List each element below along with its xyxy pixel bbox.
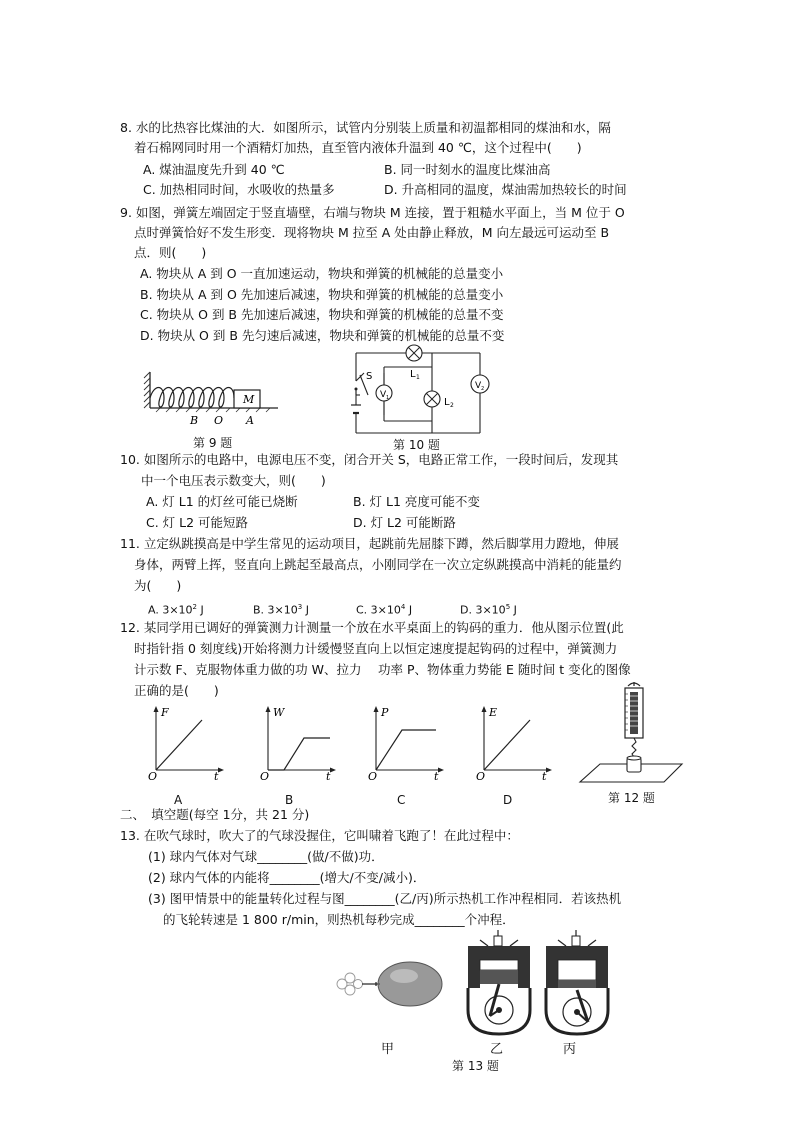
q9-option-a: A. 物块从 A 到 O 一直加速运动，物块和弹簧的机械能的总量变小	[140, 266, 504, 281]
q10-caption: 第 10 题	[393, 438, 440, 452]
q13-balloon-figure	[332, 958, 450, 1014]
q10-l2-label: L	[444, 397, 450, 408]
q12-graph-c-name: C	[397, 793, 406, 807]
q13-subq3-line2: 的飞轮转速是 1 800 r/min，则热机每秒完成________个冲程．	[163, 912, 515, 927]
q12-graph-a-ylabel: F	[161, 706, 169, 719]
q13-stem: 13. 在吹气球时，吹大了的气球没握住，它叫啸着飞跑了！在此过程中：	[120, 828, 519, 843]
q10-switch-label: S	[366, 371, 373, 382]
q8-option-a: A. 煤油温度先升到 40 ℃	[143, 162, 285, 177]
q9-stem-line2: 点时弹簧恰好不发生形变．现将物块 M 拉至 A 处由静止释放，M 向左最远可运动至 B	[134, 225, 610, 240]
q9-spring-figure	[142, 366, 282, 428]
q12-graph-d-ylabel: E	[489, 706, 498, 719]
q12-graph-c-origin: O	[368, 770, 378, 783]
q10-v1-sub: 1	[386, 395, 390, 401]
q11-option-c: C. $3\times 10^4$ J	[356, 603, 413, 617]
q10-option-a: A. 灯 L1 的灯丝可能已烧断	[146, 494, 298, 509]
q12-graph-a-xlabel: t	[214, 770, 219, 783]
q12-stem-line4: 正确的是( )	[134, 683, 219, 698]
q10-v2-sub: 2	[481, 386, 485, 392]
q8-option-d: D. 升高相同的温度，煤油需加热较长的时间	[384, 182, 627, 197]
q12-graph-b-origin: O	[260, 770, 270, 783]
q9-point-b: B	[190, 414, 199, 427]
q12-graph-c-xlabel: t	[434, 770, 439, 783]
q11-option-d: D. $3\times 10^5$ J	[460, 603, 517, 617]
q12-graph-b	[262, 704, 342, 784]
q13-label-jia: 甲	[381, 1042, 395, 1057]
q8-stem-line1: 8. 水的比热容比煤油的大．如图所示，试管内分别装上质量和初温都相同的煤油和水，隔	[120, 120, 611, 135]
q10-stem-line2: 中一个电压表示数变大，则( )	[141, 473, 326, 488]
q13-engine-yi-figure	[460, 930, 538, 1036]
q12-graph-b-ylabel: W	[273, 706, 285, 719]
q9-option-b: B. 物块从 A 到 O 先加速后减速，物块和弹簧的机械能的总量变小	[140, 287, 504, 302]
q9-stem-line3: 点．则( )	[134, 245, 207, 260]
q13-engine-bing-figure	[538, 930, 616, 1036]
q13-label-yi: 乙	[490, 1042, 504, 1057]
q9-option-d: D. 物块从 O 到 B 先匀速后减速，物块和弹簧的机械能的总量不变	[140, 328, 505, 343]
q12-stem-line2: 时指针指 0 刻度线)开始将测力计缓慢竖直向上以恒定速度提起钩码的过程中，弹簧测力	[134, 641, 618, 656]
q11-stem-line1: 11. 立定纵跳摸高是中学生常见的运动项目，起跳前先屈膝下蹲，然后脚掌用力蹬地，伸展	[120, 536, 619, 551]
q9-option-c: C. 物块从 O 到 B 先加速后减速，物块和弹簧的机械能的总量不变	[140, 307, 504, 322]
q12-graph-d-name: D	[503, 793, 513, 807]
q12-caption: 第 12 题	[608, 791, 655, 805]
q11-option-a: A. $3\times 10^2$ J	[148, 603, 204, 617]
q12-spring-scale-figure	[574, 680, 690, 784]
q13-label-bing: 丙	[563, 1042, 577, 1057]
q12-graph-c	[370, 704, 450, 784]
q8-option-b: B. 同一时刻水的温度比煤油高	[384, 162, 551, 177]
q13-subq2: (2) 球内气体的内能将________(增大/不变/减小)．	[148, 870, 426, 885]
q12-graph-b-name: B	[285, 793, 294, 807]
q11-stem-line2: 身体，两臂上挥，竖直向上跳起至最高点，小刚同学在一次立定纵跳摸高中消耗的能量约	[134, 557, 622, 572]
q12-stem-line3: 计示数 F、克服物体重力做的功 W、拉力 功率 P、物体重力势能 E 随时间 t 变化的图像	[134, 662, 631, 677]
q10-stem-line1: 10. 如图所示的电路中，电源电压不变，闭合开关 S，电路正常工作，一段时间后，发现其	[120, 452, 619, 467]
q10-option-b: B. 灯 L1 亮度可能不变	[353, 494, 480, 509]
q12-graph-a	[150, 704, 230, 784]
q11-stem-line3: 为( )	[134, 578, 182, 593]
q9-point-a: A	[246, 414, 254, 427]
q13-caption: 第 13 题	[452, 1059, 499, 1073]
q9-point-o: O	[214, 414, 224, 427]
q13-subq3-line1: (3) 图甲情景中的能量转化过程与图________(乙/丙)所示热机工作冲程相同．若该热机	[148, 891, 622, 906]
q11-option-b: B. $3\times 10^3$ J	[253, 603, 309, 617]
q12-graph-a-origin: O	[148, 770, 158, 783]
section2-title: 二、 填空题(每空 1分，共 21 分)	[120, 807, 310, 822]
q10-v1-label: V	[380, 390, 387, 400]
q12-stem-line1: 12. 某同学用已调好的弹簧测力计测量一个放在水平桌面上的钩码的重力．他从图示位置(此	[120, 620, 624, 635]
q10-l2-sub: 2	[450, 402, 454, 409]
q8-option-c: C. 加热相同时间，水吸收的热量多	[143, 182, 335, 197]
q10-v2-label: V	[475, 381, 482, 391]
q10-option-c: C. 灯 L2 可能短路	[146, 515, 249, 530]
q9-block-label: M	[243, 393, 255, 406]
q10-option-d: D. 灯 L2 可能断路	[353, 515, 456, 530]
q12-graph-c-ylabel: P	[381, 706, 389, 719]
q10-circuit-figure	[350, 345, 490, 435]
q12-graph-d-origin: O	[476, 770, 486, 783]
q8-stem-line2: 着石棉网同时用一个酒精灯加热，直至管内液体升温到 40 ℃，这个过程中( )	[134, 140, 582, 155]
q12-graph-b-xlabel: t	[326, 770, 331, 783]
q9-caption: 第 9 题	[193, 436, 233, 450]
q10-l1-label: L	[410, 369, 416, 380]
q12-graph-d	[478, 704, 558, 784]
q10-l1-sub: 1	[416, 374, 420, 381]
q9-stem-line1: 9. 如图，弹簧左端固定于竖直墙壁，右端与物块 M 连接，置于粗糙水平面上，当 M 位于 O	[120, 205, 625, 220]
q12-graph-d-xlabel: t	[542, 770, 547, 783]
q13-subq1: (1) 球内气体对气球________(做/不做)功．	[148, 849, 384, 864]
q12-graph-a-name: A	[174, 793, 183, 807]
